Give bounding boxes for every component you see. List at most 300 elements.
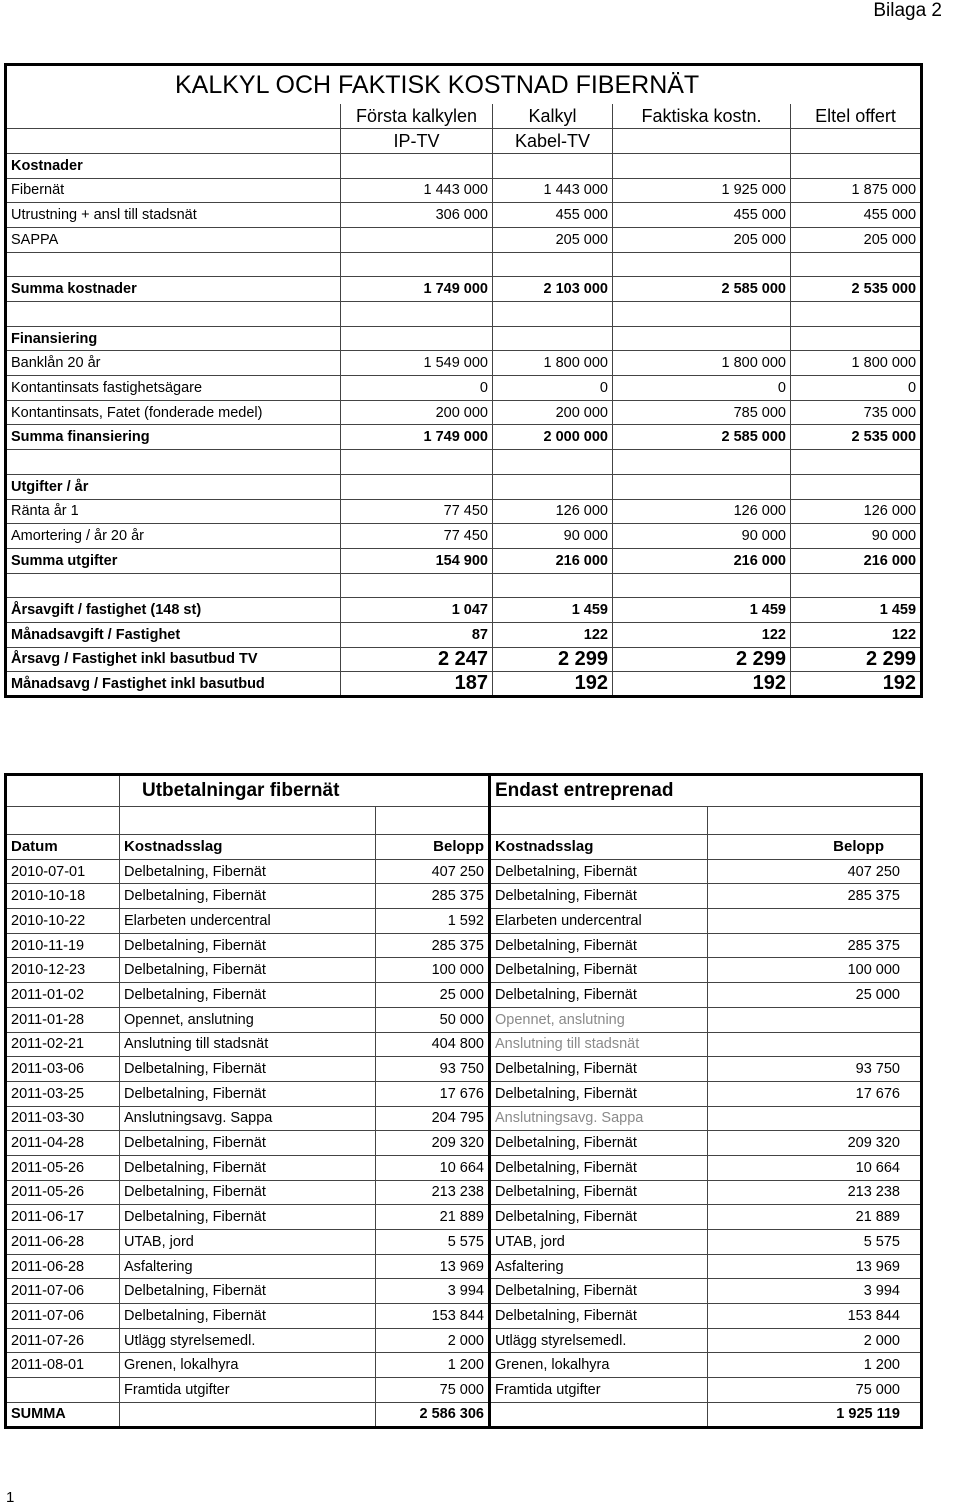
calc-row-value: 785 000 — [613, 400, 791, 425]
calc-row-value: 1 549 000 — [341, 351, 493, 376]
payment-amount: 13 969 — [376, 1254, 490, 1279]
calc-col-subheader-4 — [791, 129, 922, 154]
calc-row-value — [341, 450, 493, 475]
payment-date: 2011-08-01 — [6, 1353, 120, 1378]
calc-col-header-4: Eltel offert — [791, 104, 922, 129]
contract-amount: 13 969 — [708, 1254, 922, 1279]
calc-row-value: 1 749 000 — [341, 425, 493, 450]
calc-row-label: SAPPA — [6, 227, 341, 252]
calc-col-header-3: Faktiska kostn. — [613, 104, 791, 129]
payment-date: 2011-01-02 — [6, 983, 120, 1008]
calc-row-value: 90 000 — [493, 524, 613, 549]
payment-date: 2010-12-23 — [6, 958, 120, 983]
payments-column-header-row — [6, 835, 922, 860]
calc-col-header-2: Kalkyl — [493, 104, 613, 129]
contract-amount: 21 889 — [708, 1205, 922, 1230]
calc-row-value — [341, 474, 493, 499]
calc-row — [6, 351, 922, 376]
contract-cost-type: Delbetalning, Fibernät — [490, 1180, 708, 1205]
calc-row-value: 455 000 — [613, 203, 791, 228]
calc-row — [6, 252, 922, 277]
payment-cost-type: Delbetalning, Fibernät — [120, 933, 376, 958]
calc-row-value: 200 000 — [341, 400, 493, 425]
payment-date: 2010-07-01 — [6, 859, 120, 884]
calc-row-label: Amortering / år 20 år — [6, 524, 341, 549]
payment-date — [6, 1378, 120, 1403]
contract-cost-type: Delbetalning, Fibernät — [490, 884, 708, 909]
calc-row-value: 2 000 000 — [493, 425, 613, 450]
payment-row — [6, 958, 922, 983]
calc-row-value: 1 800 000 — [613, 351, 791, 376]
payment-row — [6, 1254, 922, 1279]
calc-row-value: 2 247 — [341, 647, 493, 672]
contract-amount: 285 375 — [708, 884, 922, 909]
calc-title-row — [6, 65, 922, 105]
payment-amount: 5 575 — [376, 1230, 490, 1255]
contract-cost-type: Opennet, anslutning — [490, 1007, 708, 1032]
payment-amount: 285 375 — [376, 933, 490, 958]
payments-left-title: Utbetalningar fibernät — [120, 775, 490, 807]
contract-amount: 93 750 — [708, 1057, 922, 1082]
calc-row — [6, 524, 922, 549]
payment-cost-type: UTAB, jord — [120, 1230, 376, 1255]
sum-total: 2 586 306 — [376, 1402, 490, 1427]
payment-amount: 50 000 — [376, 1007, 490, 1032]
payment-cost-type: Framtida utgifter — [120, 1378, 376, 1403]
payments-title-spacer — [6, 775, 120, 807]
calc-row-value: 1 047 — [341, 598, 493, 623]
calc-row-value: 192 — [791, 672, 922, 697]
calc-row — [6, 400, 922, 425]
calc-col-subheader-1: IP-TV — [341, 129, 493, 154]
contract-cost-type: Delbetalning, Fibernät — [490, 1279, 708, 1304]
calc-row-value: 205 000 — [613, 227, 791, 252]
calc-row-value — [791, 450, 922, 475]
calc-row-value — [791, 474, 922, 499]
header-kostnadsslag-2: Kostnadsslag — [490, 835, 708, 860]
payment-cost-type: Grenen, lokalhyra — [120, 1353, 376, 1378]
calc-row-label: Månadsavgift / Fastighet — [6, 622, 341, 647]
contract-cost-type: Delbetalning, Fibernät — [490, 1081, 708, 1106]
calc-row-value: 1 459 — [493, 598, 613, 623]
calc-row-value: 1 800 000 — [493, 351, 613, 376]
calc-row-label: Banklån 20 år — [6, 351, 341, 376]
calc-row-value — [613, 252, 791, 277]
payment-cost-type: Anslutningsavg. Sappa — [120, 1106, 376, 1131]
contract-amount — [708, 1007, 922, 1032]
payment-row — [6, 1378, 922, 1403]
payment-cost-type: Delbetalning, Fibernät — [120, 1279, 376, 1304]
sum-total-2: 1 925 119 — [708, 1402, 922, 1427]
payment-row — [6, 1131, 922, 1156]
payment-cost-type: Delbetalning, Fibernät — [120, 1057, 376, 1082]
contract-amount: 407 250 — [708, 859, 922, 884]
calc-row-label: Fibernät — [6, 178, 341, 203]
page-number: 1 — [6, 1489, 15, 1506]
payment-cost-type: Delbetalning, Fibernät — [120, 1155, 376, 1180]
payment-amount: 1 592 — [376, 909, 490, 934]
payments-sum-row — [6, 1402, 922, 1427]
payments-spacer-row — [6, 807, 922, 835]
calc-row-value: 192 — [613, 672, 791, 697]
payment-date: 2011-04-28 — [6, 1131, 120, 1156]
calc-row-value: 455 000 — [791, 203, 922, 228]
spacer-cell — [6, 807, 120, 835]
calc-row-value — [493, 573, 613, 598]
payment-row — [6, 1106, 922, 1131]
payment-row — [6, 909, 922, 934]
calc-row-value — [791, 573, 922, 598]
calc-row-value — [791, 153, 922, 178]
calc-row-value: 90 000 — [791, 524, 922, 549]
payment-amount: 2 000 — [376, 1328, 490, 1353]
payment-cost-type: Opennet, anslutning — [120, 1007, 376, 1032]
calc-row — [6, 672, 922, 697]
payments-right-title: Endast entreprenad — [490, 775, 922, 807]
payment-cost-type: Delbetalning, Fibernät — [120, 859, 376, 884]
spacer-cell — [376, 807, 490, 835]
calc-row-value: 2 585 000 — [613, 277, 791, 302]
calc-row-value: 2 299 — [493, 647, 613, 672]
header-kostnadsslag: Kostnadsslag — [120, 835, 376, 860]
contract-amount: 2 000 — [708, 1328, 922, 1353]
calc-row-label — [6, 302, 341, 327]
payment-date: 2011-01-28 — [6, 1007, 120, 1032]
calc-row-value: 0 — [493, 376, 613, 401]
calc-row-value — [341, 326, 493, 351]
calc-row-label — [6, 450, 341, 475]
contract-cost-type: Delbetalning, Fibernät — [490, 1155, 708, 1180]
calc-row-value — [341, 153, 493, 178]
payment-cost-type: Delbetalning, Fibernät — [120, 1205, 376, 1230]
calc-row-value: 126 000 — [493, 499, 613, 524]
calc-row-value — [613, 302, 791, 327]
calc-row-value — [493, 252, 613, 277]
contract-cost-type: Elarbeten undercentral — [490, 909, 708, 934]
calc-row-value: 1 443 000 — [341, 178, 493, 203]
contract-amount: 213 238 — [708, 1180, 922, 1205]
calc-row-value: 1 749 000 — [341, 277, 493, 302]
payment-cost-type: Delbetalning, Fibernät — [120, 983, 376, 1008]
calc-row-label: Summa kostnader — [6, 277, 341, 302]
calc-row — [6, 277, 922, 302]
payment-date: 2011-03-25 — [6, 1081, 120, 1106]
payment-date: 2010-10-22 — [6, 909, 120, 934]
payment-date: 2010-10-18 — [6, 884, 120, 909]
payment-row — [6, 983, 922, 1008]
payment-row — [6, 1180, 922, 1205]
payment-amount: 407 250 — [376, 859, 490, 884]
calc-row — [6, 153, 922, 178]
calc-row-value — [341, 573, 493, 598]
calc-row-value: 216 000 — [493, 548, 613, 573]
calc-row-value: 122 — [493, 622, 613, 647]
calc-row-value: 200 000 — [493, 400, 613, 425]
payment-date: 2011-07-06 — [6, 1304, 120, 1329]
payments-title-row — [6, 775, 922, 807]
header-belopp: Belopp — [376, 835, 490, 860]
contract-amount — [708, 1032, 922, 1057]
calc-row-label: Kontantinsats fastighetsägare — [6, 376, 341, 401]
contract-cost-type: Delbetalning, Fibernät — [490, 958, 708, 983]
calc-row-label: Kostnader — [6, 153, 341, 178]
calc-row-value: 87 — [341, 622, 493, 647]
calc-row-value: 192 — [493, 672, 613, 697]
calc-row-value: 2 299 — [791, 647, 922, 672]
contract-cost-type: Delbetalning, Fibernät — [490, 983, 708, 1008]
payment-row — [6, 1304, 922, 1329]
calc-col-header-1: Första kalkylen — [341, 104, 493, 129]
calc-row-value — [493, 302, 613, 327]
contract-amount — [708, 909, 922, 934]
payment-row — [6, 884, 922, 909]
calc-row — [6, 622, 922, 647]
contract-cost-type: Delbetalning, Fibernät — [490, 1304, 708, 1329]
calc-subheader-empty — [6, 129, 341, 154]
calc-row-value: 205 000 — [791, 227, 922, 252]
contract-cost-type: Utlägg styrelsemedl. — [490, 1328, 708, 1353]
calc-row-value: 2 103 000 — [493, 277, 613, 302]
calc-row-value: 126 000 — [791, 499, 922, 524]
calc-row-label: Finansiering — [6, 326, 341, 351]
calc-title: KALKYL OCH FAKTISK KOSTNAD FIBERNÄT — [6, 65, 922, 105]
calc-row-value: 205 000 — [493, 227, 613, 252]
spacer-cell — [490, 807, 708, 835]
calc-row-value — [613, 474, 791, 499]
sum-empty — [120, 1402, 376, 1427]
calc-row-label: Utrustning + ansl till stadsnät — [6, 203, 341, 228]
calc-row-label: Årsavgift / fastighet (148 st) — [6, 598, 341, 623]
calc-row-value: 90 000 — [613, 524, 791, 549]
payment-cost-type: Utlägg styrelsemedl. — [120, 1328, 376, 1353]
payment-cost-type: Elarbeten undercentral — [120, 909, 376, 934]
calc-row-value — [493, 450, 613, 475]
payment-row — [6, 1155, 922, 1180]
contract-amount: 153 844 — [708, 1304, 922, 1329]
calc-row-label: Månadsavg / Fastighet inkl basutbud — [6, 672, 341, 697]
calc-row — [6, 598, 922, 623]
payment-date: 2011-07-26 — [6, 1328, 120, 1353]
calc-row-value: 0 — [791, 376, 922, 401]
calc-row-value: 122 — [791, 622, 922, 647]
calc-row-value: 216 000 — [791, 548, 922, 573]
contract-cost-type: Delbetalning, Fibernät — [490, 1131, 708, 1156]
payment-row — [6, 933, 922, 958]
calc-row-label: Summa utgifter — [6, 548, 341, 573]
payment-date: 2011-03-30 — [6, 1106, 120, 1131]
calc-row-value: 1 800 000 — [791, 351, 922, 376]
payment-cost-type: Delbetalning, Fibernät — [120, 1081, 376, 1106]
calc-row-label: Årsavg / Fastighet inkl basutbud TV — [6, 647, 341, 672]
calc-row — [6, 425, 922, 450]
calc-row-value — [493, 153, 613, 178]
contract-amount: 25 000 — [708, 983, 922, 1008]
payments-table-body — [6, 775, 922, 1428]
calc-row-value: 1 443 000 — [493, 178, 613, 203]
payment-date: 2011-05-26 — [6, 1155, 120, 1180]
calc-row-value: 122 — [613, 622, 791, 647]
calc-row — [6, 326, 922, 351]
contract-cost-type: Anslutningsavg. Sappa — [490, 1106, 708, 1131]
spacer-cell — [708, 807, 922, 835]
payment-amount: 75 000 — [376, 1378, 490, 1403]
payment-row — [6, 1205, 922, 1230]
calc-row-value: 735 000 — [791, 400, 922, 425]
calc-row — [6, 178, 922, 203]
calc-row-value: 77 450 — [341, 499, 493, 524]
calc-row-value: 2 535 000 — [791, 277, 922, 302]
calc-row-value — [613, 153, 791, 178]
contract-amount: 75 000 — [708, 1378, 922, 1403]
payment-cost-type: Delbetalning, Fibernät — [120, 1304, 376, 1329]
payment-row — [6, 1279, 922, 1304]
payment-amount: 93 750 — [376, 1057, 490, 1082]
calc-row-value: 1 459 — [791, 598, 922, 623]
payment-cost-type: Delbetalning, Fibernät — [120, 1131, 376, 1156]
payment-amount: 25 000 — [376, 983, 490, 1008]
calc-row-value: 154 900 — [341, 548, 493, 573]
calc-row-value — [791, 326, 922, 351]
calc-row-value: 2 535 000 — [791, 425, 922, 450]
contract-amount: 1 200 — [708, 1353, 922, 1378]
payment-amount: 153 844 — [376, 1304, 490, 1329]
contract-amount: 209 320 — [708, 1131, 922, 1156]
contract-amount: 17 676 — [708, 1081, 922, 1106]
calc-row-label — [6, 573, 341, 598]
contract-cost-type: Grenen, lokalhyra — [490, 1353, 708, 1378]
payment-amount: 100 000 — [376, 958, 490, 983]
payment-cost-type: Asfaltering — [120, 1254, 376, 1279]
calc-row-value: 0 — [341, 376, 493, 401]
calc-row-label: Utgifter / år — [6, 474, 341, 499]
calc-row-label: Kontantinsats, Fatet (fonderade medel) — [6, 400, 341, 425]
payment-row — [6, 1230, 922, 1255]
calc-row-label: Summa finansiering — [6, 425, 341, 450]
payment-amount: 404 800 — [376, 1032, 490, 1057]
contract-amount: 100 000 — [708, 958, 922, 983]
contract-cost-type: Delbetalning, Fibernät — [490, 1057, 708, 1082]
contract-cost-type: Delbetalning, Fibernät — [490, 1205, 708, 1230]
payment-amount: 17 676 — [376, 1081, 490, 1106]
payment-row — [6, 1328, 922, 1353]
payment-date: 2010-11-19 — [6, 933, 120, 958]
calc-row-value — [341, 227, 493, 252]
calc-row-value: 187 — [341, 672, 493, 697]
calc-row — [6, 499, 922, 524]
sum-label: SUMMA — [6, 1402, 120, 1427]
header-belopp-2: Belopp — [708, 835, 922, 860]
contract-cost-type: Delbetalning, Fibernät — [490, 859, 708, 884]
payments-table — [4, 773, 923, 1429]
contract-cost-type: Delbetalning, Fibernät — [490, 933, 708, 958]
calc-row-value: 455 000 — [493, 203, 613, 228]
calc-col-subheader-2: Kabel-TV — [493, 129, 613, 154]
payment-date: 2011-07-06 — [6, 1279, 120, 1304]
contract-cost-type: Anslutning till stadsnät — [490, 1032, 708, 1057]
calc-row-value — [341, 252, 493, 277]
calc-header-empty — [6, 104, 341, 129]
payment-amount: 10 664 — [376, 1155, 490, 1180]
calc-col-subheader-3 — [613, 129, 791, 154]
calc-row-label: Ränta år 1 — [6, 499, 341, 524]
calc-row-value: 1 925 000 — [613, 178, 791, 203]
contract-amount — [708, 1106, 922, 1131]
payment-amount: 285 375 — [376, 884, 490, 909]
payment-date: 2011-05-26 — [6, 1180, 120, 1205]
payment-cost-type: Anslutning till stadsnät — [120, 1032, 376, 1057]
payment-row — [6, 1057, 922, 1082]
calc-row-value: 1 875 000 — [791, 178, 922, 203]
calc-column-subheader-row — [6, 129, 922, 154]
calc-row-value: 0 — [613, 376, 791, 401]
calc-row-value — [613, 573, 791, 598]
calc-row-label — [6, 252, 341, 277]
calc-row-value: 306 000 — [341, 203, 493, 228]
payment-date: 2011-06-28 — [6, 1254, 120, 1279]
calc-row-value: 126 000 — [613, 499, 791, 524]
sum-empty-2 — [490, 1402, 708, 1427]
contract-cost-type: Asfaltering — [490, 1254, 708, 1279]
contract-amount: 5 575 — [708, 1230, 922, 1255]
payment-date: 2011-06-28 — [6, 1230, 120, 1255]
payment-row — [6, 1081, 922, 1106]
payment-date: 2011-02-21 — [6, 1032, 120, 1057]
calc-row-value — [341, 302, 493, 327]
payment-cost-type: Delbetalning, Fibernät — [120, 1180, 376, 1205]
payment-cost-type: Delbetalning, Fibernät — [120, 958, 376, 983]
payment-amount: 213 238 — [376, 1180, 490, 1205]
payment-amount: 1 200 — [376, 1353, 490, 1378]
calc-row — [6, 302, 922, 327]
calc-row-value: 2 585 000 — [613, 425, 791, 450]
payment-row — [6, 859, 922, 884]
calc-row — [6, 450, 922, 475]
calculation-table — [4, 63, 923, 698]
calc-row-value — [613, 450, 791, 475]
calc-column-header-row — [6, 104, 922, 129]
payment-row — [6, 1032, 922, 1057]
contract-cost-type: UTAB, jord — [490, 1230, 708, 1255]
calc-row-value: 2 299 — [613, 647, 791, 672]
contract-amount: 10 664 — [708, 1155, 922, 1180]
calculation-table-body — [6, 65, 922, 697]
calc-row — [6, 573, 922, 598]
payment-row — [6, 1007, 922, 1032]
calc-row-value — [791, 252, 922, 277]
payment-amount: 21 889 — [376, 1205, 490, 1230]
payment-date: 2011-06-17 — [6, 1205, 120, 1230]
payment-cost-type: Delbetalning, Fibernät — [120, 884, 376, 909]
calc-row-value: 216 000 — [613, 548, 791, 573]
calc-row — [6, 548, 922, 573]
payment-row — [6, 1353, 922, 1378]
header-datum: Datum — [6, 835, 120, 860]
calc-row — [6, 376, 922, 401]
calc-row — [6, 203, 922, 228]
contract-cost-type: Framtida utgifter — [490, 1378, 708, 1403]
calc-row-value — [613, 326, 791, 351]
calc-row-value: 1 459 — [613, 598, 791, 623]
contract-amount: 3 994 — [708, 1279, 922, 1304]
payment-date: 2011-03-06 — [6, 1057, 120, 1082]
contract-amount: 285 375 — [708, 933, 922, 958]
payment-amount: 3 994 — [376, 1279, 490, 1304]
calc-row-value: 77 450 — [341, 524, 493, 549]
attachment-label: Bilaga 2 — [873, 0, 942, 21]
calc-row-value — [493, 474, 613, 499]
spacer-cell — [120, 807, 376, 835]
calc-row — [6, 647, 922, 672]
